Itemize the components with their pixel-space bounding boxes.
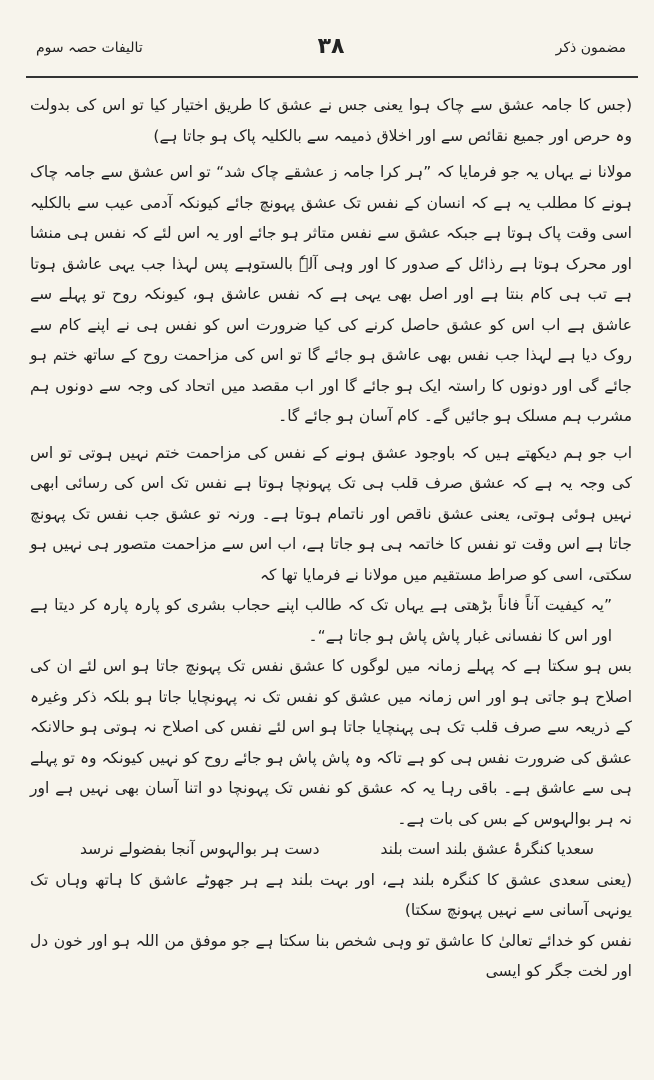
header-divider bbox=[26, 76, 638, 78]
persian-couplet bbox=[30, 834, 632, 865]
page-body bbox=[30, 90, 632, 1040]
page-header bbox=[30, 34, 632, 70]
paragraph-3: اب جو ہم دیکھتے ہیں کہ باوجود عشق ہونے کے نفس کی مزاحمت ختم نہیں ہوتی تو اس کی وجہ یہ ہے کہ عشق صرف قلب ہی تک پہونچا ہوتا ہے نفس تک اس کی رسائی ابھی نہیں ہوئی ہوتی، یعنی عشق ناقص اور ناتمام ہوتا ہے۔ ورنہ تو عشق جب نفس تک پہونچ جاتا ہے اس وقت تو نفس کا خاتمہ ہی ہو جاتا ہے، اب اس سے مزاحمت متصور ہی نہیں ہو سکتی، اسی کو صراط مستقیم میں مولانا نے فرمایا تھا کہ bbox=[30, 443, 632, 584]
couplet-first-line: سعدیا کنگرۂ عشق بلند است بلند bbox=[380, 840, 594, 858]
quotation: ”یہ کیفیت آناً فاناً بڑھتی ہے یہاں تک کہ طالب اپنے حجاب بشری کو پارہ پارہ کر دیتا ہے اور اس کا نفسانی غبار پاش پاش ہو جاتا ہے“۔ bbox=[30, 596, 612, 645]
page-number: ۳۸ bbox=[317, 34, 345, 59]
paragraph-5: (یعنی سعدی عشق کا کنگرہ بلند ہے، اور بہت بلند ہے ہر جھوٹے عاشق کا ہاتھ وہاں تک یونہی آسانی سے نہیں پہونچ سکتا) bbox=[30, 870, 632, 919]
header-section-title: مضمون ذکر bbox=[555, 40, 626, 56]
header-book-title: تالیفات حصہ سوم bbox=[36, 40, 143, 56]
paragraph-2: مولانا نے یہاں یہ جو فرمایا کہ ”ہر کرا جامہ ز عشقے چاک شد“ تو اس عشق سے جامہ چاک ہونے کا مطلب یہ ہے کہ انسان کے نفس تک عشق پہونچ جائے کیونکہ آدمی عیب سے بالکلیہ اسی وقت پاک ہوتا ہے جبکہ عشق سے نفس متاثر ہو جائے اور یہ اس لئے کہ نفس ہی منشا اور محرک ہوتا ہے رذائل کے صدور کا اور وہی آلہٗ بالستوہے پس لہذا جب یہی عاشق ہوتا ہے تب ہی کام بنتا ہے اور اصل بھی یہی ہے کہ نفس عاشق ہو، کیونکہ روح تو پہلے سے عاشق ہے اب اس کو عشق حاصل کرنے کی کیا ضرورت اس کو نفس ہی نے اپنے کام سے روک دیا ہے لہذا جب نفس بھی عاشق ہو جائے گا تو اس کی مزاحمت روح کے ساتھ ختم ہو جائے گی اور دونوں کا راستہ ایک ہو جائے گا اور اب مقصد میں اتحاد کی وجہ سے دونوں ہم مشرب ہم مسلک ہو جائیں گے۔ کام آسان ہو جائے گا۔ bbox=[30, 163, 632, 425]
paragraph-6: نفس کو خدائے تعالیٰ کا عاشق تو وہی شخص بنا سکتا ہے جو موفق من اللہ ہو اور خون دل اور لخت جگر کو ایسی bbox=[30, 931, 632, 980]
paragraph-1: (جس کا جامہ عشق سے چاک ہوا یعنی جس نے عشق کا طریق اختیار کیا تو اس کی بدولت وہ حرص اور جمیع نقائص سے اور اخلاق ذمیمہ سے بالکلیہ پاک ہو جاتا ہے) bbox=[30, 96, 632, 145]
couplet-second-line: دست ہر بوالہوس آنجا بفضولے نرسد bbox=[80, 840, 320, 858]
paragraph-4: بس ہو سکتا ہے کہ پہلے زمانہ میں لوگوں کا عشق نفس تک پہونچ جاتا ہو اس لئے ان کی اصلاح ہو جاتی ہو اور اس زمانہ میں عشق کو نفس تک نہ پہونچایا جاتا ہو بلکہ ذکر وغیرہ کے ذریعہ سے صرف قلب تک ہی پہنچایا جاتا ہو اس لئے نفس کی اصلاح نہ ہوتی ہو حالانکہ عشق کی ضرورت نفس ہی کو ہے تاکہ وہ پاش پاش ہو جائے روح کو نہیں کیونکہ وہ تو پہلے ہی سے عاشق ہے۔ باقی رہا یہ کہ عشق کو نفس تک پہونچا دو اتنا آسان بھی نہیں ہے اور نہ ہر بوالہوس کے بس کی بات ہے۔ bbox=[30, 657, 632, 828]
